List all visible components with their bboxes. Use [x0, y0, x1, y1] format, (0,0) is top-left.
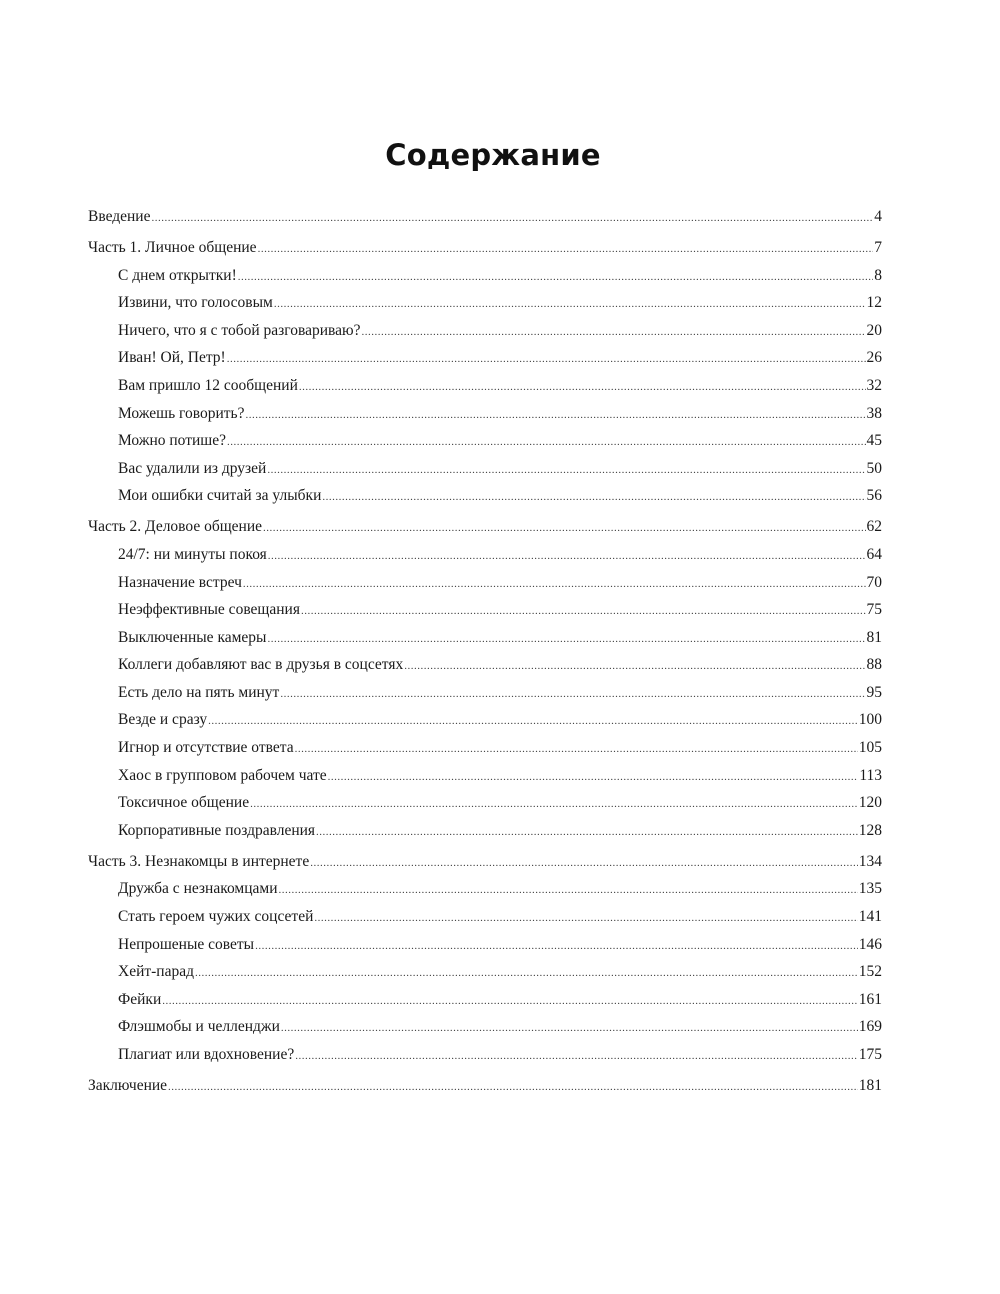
toc-chapter-entry: [88, 569, 882, 597]
toc-page-number: 56: [866, 487, 882, 505]
toc-entry-title: Хаос в групповом рабочем чате: [118, 766, 327, 784]
toc-part-entry: [88, 234, 882, 262]
toc-page-number: 141: [858, 908, 882, 926]
toc-entry-title: Игнор и отсутствие ответа: [118, 739, 294, 757]
dot-leader: [322, 484, 865, 510]
dot-leader: [263, 515, 865, 541]
dot-leader: [227, 346, 866, 372]
toc-page-number: 100: [858, 711, 882, 729]
toc-entry-title: Стать героем чужих соцсетей: [118, 908, 314, 926]
toc-entry-title: Ничего, что я с тобой разговариваю?: [118, 321, 361, 339]
toc-chapter-entry: [88, 596, 882, 624]
dot-leader: [295, 1043, 858, 1069]
toc-entry-title: Часть 3. Незнакомцы в интернете: [88, 852, 310, 870]
toc-entry-title: Фейки: [118, 990, 162, 1008]
dot-leader: [404, 653, 865, 679]
dot-leader: [195, 960, 858, 986]
dot-leader: [162, 988, 858, 1014]
toc-page-number: 38: [866, 404, 882, 422]
toc-part-entry: [88, 1072, 882, 1100]
dot-leader: [255, 933, 858, 959]
toc-entry-title: Извини, что голосовым: [118, 294, 273, 312]
dot-leader: [314, 905, 857, 931]
toc-page-number: 152: [858, 963, 882, 981]
dot-leader: [267, 457, 865, 483]
toc-part-entry: [88, 848, 882, 876]
toc-entry-title: Заключение: [88, 1076, 168, 1094]
toc-chapter-entry: [88, 541, 882, 569]
toc-part-entry: [88, 513, 882, 541]
toc-entry-title: Часть 1. Личное общение: [88, 238, 257, 256]
toc-entry-title: С днем открытки!: [118, 266, 237, 284]
toc-chapter-entry: [88, 624, 882, 652]
toc-chapter-entry: [88, 455, 882, 483]
toc-page-number: 70: [866, 573, 882, 591]
dot-leader: [279, 877, 858, 903]
toc-chapter-entry: [88, 706, 882, 734]
dot-leader: [238, 264, 874, 290]
toc-page-number: 8: [874, 266, 882, 284]
toc-entry-title: Введение: [88, 208, 151, 225]
toc-chapter-entry: [88, 679, 882, 707]
toc-page-number: 45: [866, 432, 882, 450]
toc-page-number: 4: [874, 208, 882, 225]
dot-leader: [250, 791, 858, 817]
dot-leader: [208, 708, 858, 734]
toc-page-number: 95: [866, 683, 882, 701]
dot-leader: [295, 736, 858, 762]
toc-entry-title: Иван! Ой, Петр!: [118, 349, 226, 367]
toc-entry-title: Неэффективные совещания: [118, 601, 300, 619]
toc-page-number: 105: [858, 739, 882, 757]
toc-page-number: 50: [866, 459, 882, 477]
toc-entry-title: Назначение встреч: [118, 573, 242, 591]
toc-chapter-entry: [88, 289, 882, 317]
toc-entry-title: Мои ошибки считай за улыбки: [118, 487, 322, 505]
toc-entry-title: Плагиат или вдохновение?: [118, 1045, 295, 1063]
toc-entry-title: Выключенные камеры: [118, 628, 267, 646]
dot-leader: [274, 291, 866, 317]
toc-page-number: 20: [866, 321, 882, 339]
toc-page-number: 64: [866, 545, 882, 563]
dot-leader: [267, 626, 865, 652]
toc-chapter-entry: [88, 1013, 882, 1041]
toc-chapter-entry: [88, 958, 882, 986]
toc-page-number: 75: [866, 601, 882, 619]
dot-leader: [268, 543, 866, 569]
dot-leader: [301, 598, 866, 624]
toc-entry-title: 24/7: ни минуты покоя: [118, 545, 267, 563]
page-title: Содержание: [385, 138, 601, 172]
dot-leader: [258, 236, 874, 262]
toc-chapter-entry: [88, 372, 882, 400]
toc-page-number: 120: [858, 794, 882, 812]
toc-page-number: 88: [866, 656, 882, 674]
toc-part-entry: [88, 203, 882, 231]
toc-entry-title: Везде и сразу: [118, 711, 208, 729]
toc-page-number: 181: [858, 1076, 882, 1094]
toc-entry-title: Корпоративные поздравления: [118, 821, 316, 839]
toc-chapter-entry: [88, 651, 882, 679]
toc-entry-title: Можно потише?: [118, 432, 226, 450]
toc-entry-title: Вас удалили из друзей: [118, 459, 267, 477]
table-of-contents: [88, 203, 882, 1100]
toc-entry-title: Есть дело на пять минут: [118, 683, 280, 701]
toc-page-number: 161: [858, 990, 882, 1008]
toc-entry-title: Можешь говорить?: [118, 404, 245, 422]
toc-chapter-entry: [88, 734, 882, 762]
toc-chapter-entry: [88, 875, 882, 903]
toc-page-number: 81: [866, 628, 882, 646]
dot-leader: [328, 764, 859, 790]
toc-chapter-entry: [88, 400, 882, 428]
toc-chapter-entry: [88, 317, 882, 345]
toc-page-number: 113: [859, 766, 882, 784]
toc-chapter-entry: [88, 789, 882, 817]
toc-entry-title: Часть 2. Деловое общение: [88, 518, 263, 536]
dot-leader: [168, 1074, 858, 1100]
toc-chapter-entry: [88, 482, 882, 510]
toc-page-number: 62: [866, 518, 882, 536]
toc-chapter-entry: [88, 1041, 882, 1069]
toc-page-number: 146: [858, 935, 882, 953]
toc-page-number: 12: [866, 294, 882, 312]
dot-leader: [310, 850, 858, 876]
toc-page-number: 128: [858, 821, 882, 839]
toc-page-number: 26: [866, 349, 882, 367]
toc-entry-title: Вам пришло 12 сообщений: [118, 376, 298, 394]
toc-chapter-entry: [88, 344, 882, 372]
dot-leader: [361, 319, 865, 345]
toc-entry-title: Дружба с незнакомцами: [118, 880, 278, 898]
dot-leader: [245, 402, 865, 428]
toc-chapter-entry: [88, 903, 882, 931]
dot-leader: [280, 681, 865, 707]
dot-leader: [299, 374, 866, 400]
dot-leader: [151, 205, 873, 231]
toc-entry-title: Флэшмобы и челленджи: [118, 1018, 280, 1036]
toc-chapter-entry: [88, 762, 882, 790]
toc-entry-title: Непрошеные советы: [118, 935, 255, 953]
dot-leader: [243, 571, 866, 597]
dot-leader: [316, 819, 858, 845]
toc-entry-title: Коллеги добавляют вас в друзья в соцсетях: [118, 656, 404, 674]
toc-chapter-entry: [88, 427, 882, 455]
toc-page-number: 134: [858, 852, 882, 870]
toc-page-number: 169: [858, 1018, 882, 1036]
toc-chapter-entry: [88, 986, 882, 1014]
toc-entry-title: Токсичное общение: [118, 794, 250, 812]
toc-page-number: 135: [858, 880, 882, 898]
toc-page-number: 32: [866, 376, 882, 394]
dot-leader: [227, 429, 866, 455]
toc-page-number: 7: [874, 238, 882, 256]
toc-chapter-entry: [88, 931, 882, 959]
dot-leader: [281, 1015, 858, 1041]
toc-chapter-entry: [88, 262, 882, 290]
toc-entry-title: Хейт-парад: [118, 963, 194, 981]
toc-page-number: 175: [858, 1045, 882, 1063]
toc-chapter-entry: [88, 817, 882, 845]
